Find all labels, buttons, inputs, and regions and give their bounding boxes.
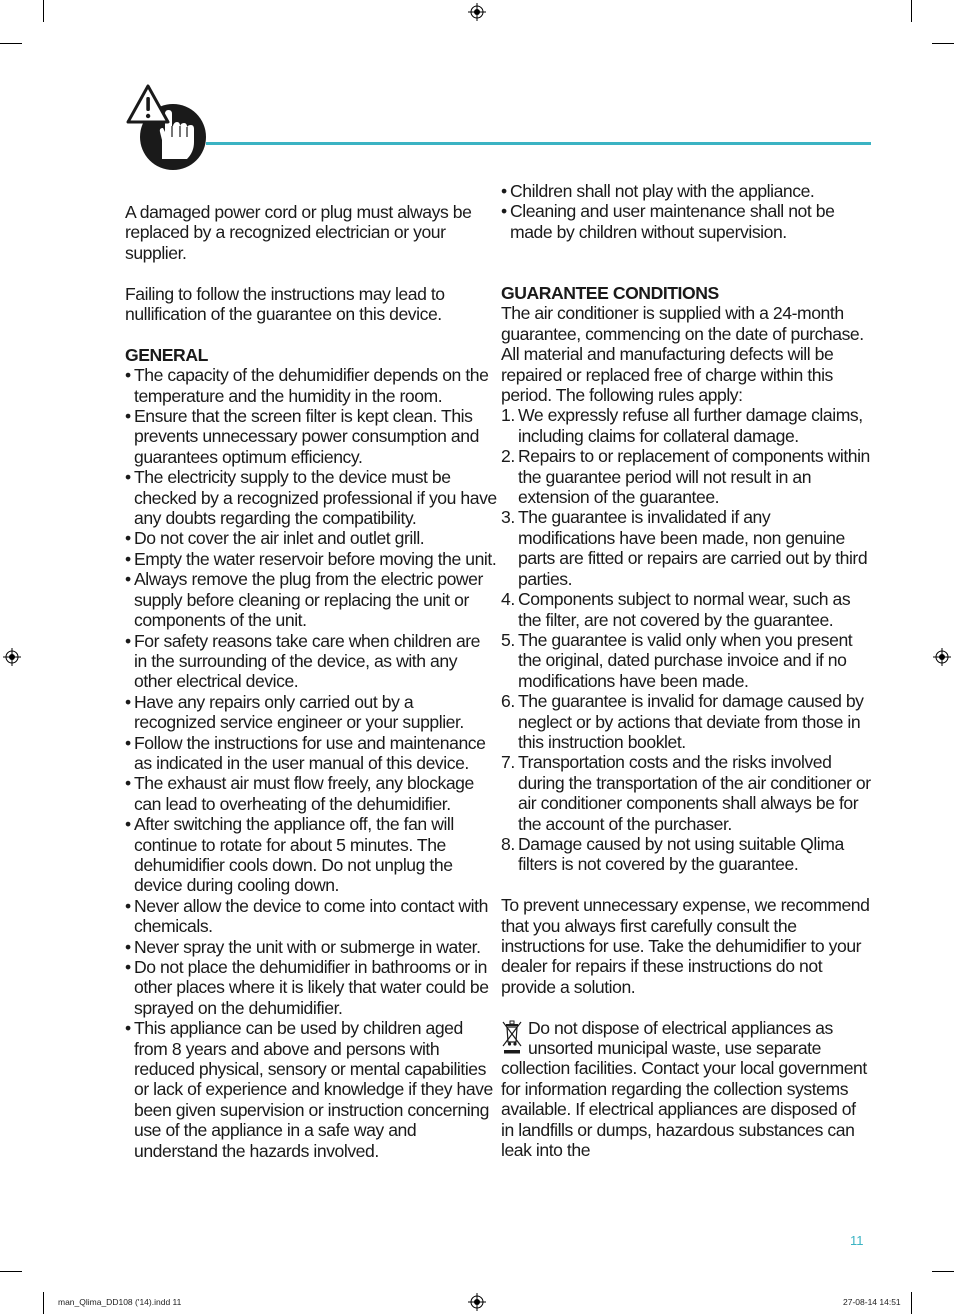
general-list — [125, 365, 497, 1161]
rule-number: 1. — [501, 405, 515, 426]
rule-text: Repairs to or replacement of components within the guarantee period will not result in an extension of the guarantee. — [518, 446, 870, 508]
rule-text: The guarantee is valid only when you present the original, dated purchase invoice and if no modifications have been made. — [518, 629, 853, 691]
crossed-out-bin-icon — [501, 1018, 523, 1058]
guarantee-heading: GUARANTEE CONDITIONS — [501, 283, 719, 303]
rule-text: The guarantee is invalidated if any modifications have been made, non genuine parts are fitted or repairs are carried out by third parties. — [518, 507, 868, 589]
list-item: • For safety reasons take care when children are in the surrounding of the device, as with any other electrical device. — [125, 631, 497, 692]
list-item: • Never allow the device to come into contact with chemicals. — [125, 896, 497, 937]
list-item: • The electricity supply to the device must be checked by a recognized professional if you have any doubts regarding the compatibility. — [125, 467, 497, 528]
list-item: • Always remove the plug from the electric power supply before cleaning or replacing the unit or components of the unit. — [125, 569, 497, 630]
list-item: • Cleaning and user maintenance shall not be made by children without supervision. — [501, 201, 871, 242]
crop-mark — [43, 1292, 44, 1314]
crop-mark — [0, 43, 22, 44]
footer-file-name: man_Qlima_DD108 ('14).indd 11 — [58, 1297, 182, 1307]
header-rule — [206, 142, 871, 145]
rule-number: 5. — [501, 629, 515, 650]
rule-number: 3. — [501, 507, 515, 528]
left-column — [125, 202, 497, 1161]
crop-mark — [932, 43, 954, 44]
guarantee-rules — [501, 405, 871, 874]
rule-number: 7. — [501, 752, 515, 773]
list-item: • Have any repairs only carried out by a recognized service engineer or your supplier. — [125, 692, 497, 733]
list-item — [501, 834, 871, 875]
list-item — [501, 589, 871, 630]
list-item: • Empty the water reservoir before moving the unit. — [125, 549, 497, 569]
page-number: 11 — [850, 1233, 864, 1248]
intro-paragraph: A damaged power cord or plug must always be replaced by a recognized electrician or your supplier. — [125, 202, 472, 263]
list-item: • Do not cover the air inlet and outlet grill. — [125, 528, 497, 548]
registration-mark-icon — [468, 1293, 486, 1311]
registration-mark-icon — [933, 648, 951, 666]
registration-mark-icon — [468, 3, 486, 21]
crop-mark — [911, 1292, 912, 1314]
crop-mark — [0, 1271, 22, 1272]
crop-mark — [932, 1271, 954, 1272]
list-item: • The capacity of the dehumidifier depends on the temperature and the humidity in the room. — [125, 365, 497, 406]
list-item: • Never spray the unit with or submerge in water. — [125, 937, 497, 957]
rule-text: Damage caused by not using suitable Qlima filters is not covered by the guarantee. — [518, 833, 844, 875]
list-item — [501, 507, 871, 589]
guarantee-intro: The air conditioner is supplied with a 24-month guarantee, commencing on the date of purchase. All material and manufacturing defects will be repaired or replaced free of charge within this period. The following rules apply: — [501, 303, 864, 406]
rule-number: 2. — [501, 446, 515, 467]
list-item: • Children shall not play with the appliance. — [501, 181, 871, 201]
rule-number: 6. — [501, 691, 515, 712]
list-item: • After switching the appliance off, the fan will continue to rotate for about 5 minutes. The dehumidifier cools down. Do not unplug the device during cooling down. — [125, 814, 497, 896]
general-heading: GENERAL — [125, 344, 208, 365]
list-item: • The exhaust air must flow freely, any blockage can lead to overheating of the dehumidifier. — [125, 773, 497, 814]
list-item — [501, 446, 871, 507]
list-item: • Ensure that the screen filter is kept clean. This prevents unnecessary power consumption and guarantees optimum efficiency. — [125, 406, 497, 467]
crop-mark — [911, 0, 912, 22]
list-item: • This appliance can be used by children aged from 8 years and above and persons with reduced physical, sensory or mental capabilities or lack of experience and knowledge if they have been given supervision or instruction concerning use of the appliance in a safe way and understand the hazards involved. — [125, 1018, 497, 1161]
rule-text: Components subject to normal wear, such as the filter, are not covered by the guarantee. — [518, 589, 851, 630]
list-item: • Do not place the dehumidifier in bathrooms or in other places where it is likely that water could be sprayed on the dehumidifier. — [125, 957, 497, 1018]
disposal-text: Do not dispose of electrical appliances as unsorted municipal waste, use separate collection facilities. Contact your local government for information regarding the collection systems available. If electrical appliances are disposed of in landfills or dumps, hazardous substances can leak into the — [501, 1017, 867, 1161]
rule-number: 8. — [501, 833, 515, 854]
registration-mark-icon — [3, 648, 21, 666]
list-item — [501, 691, 871, 752]
rule-text: Transportation costs and the risks involved during the transportation of the air conditioner or air conditioner components shall always be for the account of the purchaser. — [518, 752, 871, 834]
prevent-paragraph: To prevent unnecessary expense, we recommend that you always first carefully consult the instructions for use. Take the dehumidifier to your dealer for repairs if these instructions do not provide a solution. — [501, 895, 870, 997]
rule-text: We expressly refuse all further damage claims, including claims for collateral damage. — [518, 405, 863, 446]
list-item: • Follow the instructions for use and maintenance as indicated in the user manual of this device. — [125, 733, 497, 774]
rule-text: The guarantee is invalid for damage caused by neglect or by actions that deviate from those in this instruction booklet. — [518, 691, 864, 752]
footer-date-time: 27-08-14 14:51 — [843, 1297, 901, 1307]
intro-paragraph: Failing to follow the instructions may lead to nullification of the guarantee on this device. — [125, 283, 445, 325]
list-item — [501, 630, 871, 691]
crop-mark — [43, 0, 44, 22]
list-item — [501, 405, 871, 446]
rule-number: 4. — [501, 589, 515, 610]
children-list — [501, 181, 871, 242]
disposal-paragraph — [501, 1018, 871, 1161]
list-item — [501, 752, 871, 834]
right-column — [501, 181, 871, 1160]
warning-hand-icon — [124, 82, 214, 176]
